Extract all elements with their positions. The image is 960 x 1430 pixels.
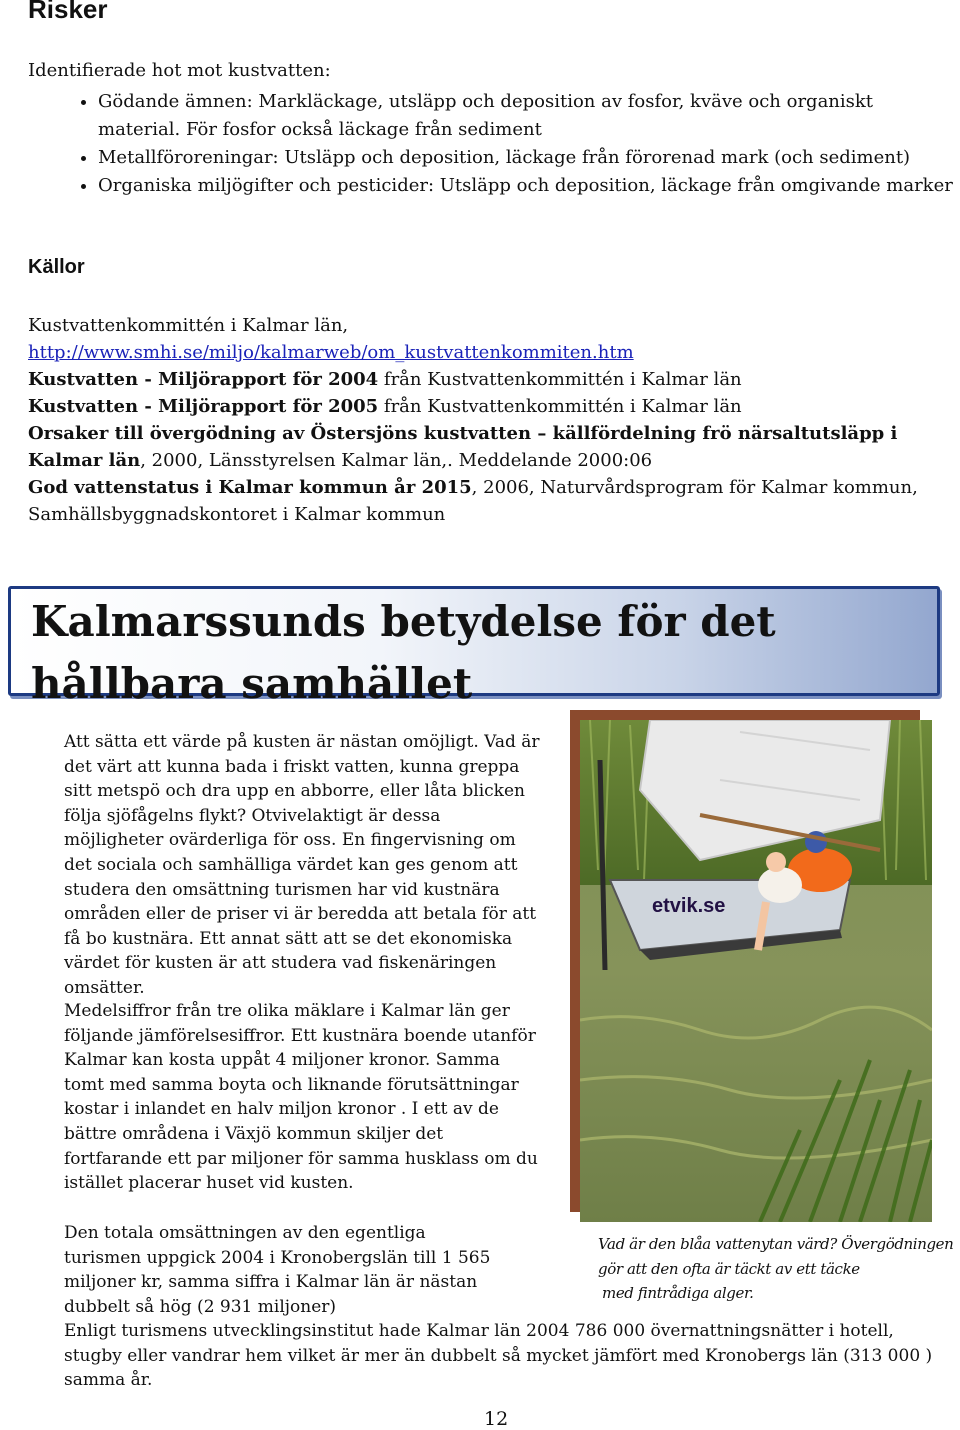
- body-paragraph: Den totala omsättningen av den egentliga turismen uppgick 2004 i Kronobergslän till 1 565 miljoner kr, samma siffra i Kalmar län är nästan dubbelt så hög (2 931 miljoner): [64, 1223, 491, 1317]
- source-list: [28, 312, 938, 528]
- source-item: Kustvatten - Miljörapport för 2005 från Kustvattenkommittén i Kalmar län: [28, 396, 742, 417]
- body-paragraph: Medelsiffror från tre olika mäklare i Kalmar län ger följande jämförelsesiffror. Ett kustnära boende utanför Kalmar kan kosta uppåt 4 miljoner kronor. Samma tomt med samma boyta och liknande förutsättningar kostar i inlandet en halv miljon kronor . I ett av de bättre områdena i Växjö kommun skiljer det fortfarande ett par miljoner för samma husklass om du istället placerar huset vid kusten.: [64, 1001, 538, 1194]
- list-item: • Metallföroreningar: Utsläpp och deposition, läckage från förorenad mark (och sediment): [98, 144, 958, 172]
- source-item: Kustvatten - Miljörapport för 2004 från Kustvattenkommittén i Kalmar län: [28, 369, 742, 390]
- sail-print: etvik.se: [652, 895, 726, 917]
- source-item: God vattenstatus i Kalmar kommun år 2015, 2006, Naturvårdsprogram för Kalmar kommun, Samhällsbyggnadskontoret i Kalmar kommun: [28, 477, 918, 525]
- section-heading-kallor: Källor: [28, 256, 85, 278]
- page-number: 12: [484, 1408, 509, 1430]
- source-item: [28, 339, 938, 366]
- banner-title: Kalmarssunds betydelse för det hållbara samhället: [31, 597, 776, 708]
- sailboat-photo: [580, 720, 932, 1222]
- threat-list: [60, 88, 958, 200]
- list-item: • Gödande ämnen: Markläckage, utsläpp och deposition av fosfor, kväve och organiskt material. För fosfor också läckage från sediment: [98, 88, 958, 144]
- source-item: Orsaker till övergödning av Östersjöns kustvatten – källfördelning frö närsaltutsläpp i Kalmar län, 2000, Länsstyrelsen Kalmar län,. Meddelande 2000:06: [28, 423, 898, 471]
- source-link[interactable]: http://www.smhi.se/miljo/kalmarweb/om_kustvattenkommiten.htm: [28, 342, 634, 363]
- photo-caption: Vad är den blåa vattenytan värd? Övergödningen gör att den ofta är täckt av ett täcke med fintrådiga alger.: [598, 1235, 954, 1302]
- risker-intro: Identifierade hot mot kustvatten:: [28, 60, 331, 81]
- list-item: • Organiska miljögifter och pesticider: Utsläpp och deposition, läckage från omgivande marker: [98, 172, 958, 200]
- body-paragraph: Att sätta ett värde på kusten är nästan omöjligt. Vad är det värt att kunna bada i friskt vatten, kunna greppa sitt metspö och dra upp en abborre, eller låta blicken följa sjöfågelns flykt? Otvivelaktigt är dessa möjligheter ovärderliga för oss. En fingervisning om det sociala och samhälliga värdet kan ges genom att studera den omsättning turismen har vid kustnära områden eller de priser vi är beredda att betala för att få bo kustnära. Ett annat sätt att se det ekonomiska värdet för kusten är att studera vad fiskenäringen omsätter.: [64, 732, 540, 998]
- title-banner: [8, 586, 940, 708]
- section-heading-risker: Risker: [28, 0, 108, 24]
- source-item: Kustvattenkommittén i Kalmar län,: [28, 315, 349, 336]
- body-paragraph: Enligt turismens utvecklingsinstitut hade Kalmar län 2004 786 000 övernattningsnätter i hotell, stugby eller vandrar hem vilket är mer än dubbelt så mycket jämfört med Kronobergs län (313 000 ) samma år.: [64, 1321, 933, 1391]
